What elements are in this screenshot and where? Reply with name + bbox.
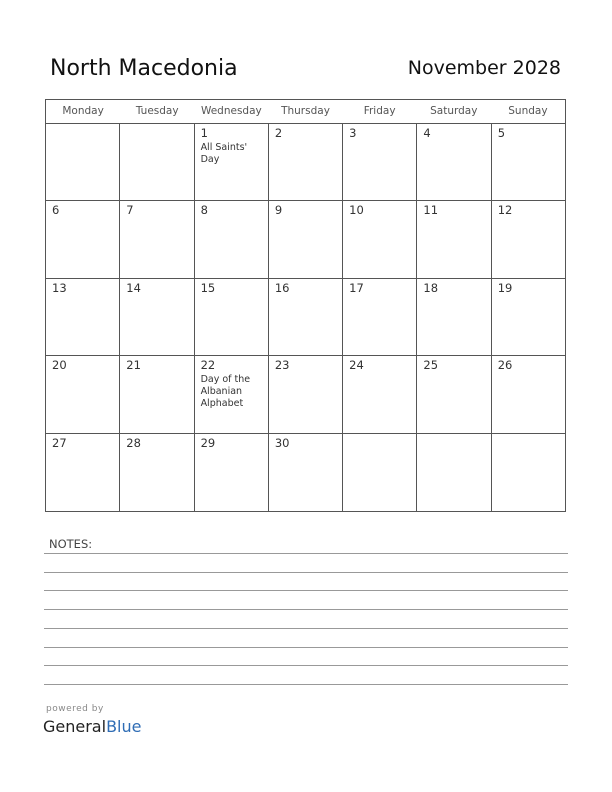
day-number: 1 bbox=[200, 126, 208, 140]
day-cell bbox=[417, 124, 491, 200]
day-cell bbox=[343, 124, 417, 200]
day-cell bbox=[269, 434, 343, 511]
day-number: 19 bbox=[497, 280, 513, 295]
day-number: 23 bbox=[274, 358, 290, 373]
powered-by-text: powered by bbox=[46, 704, 104, 714]
day-number: 18 bbox=[423, 280, 439, 295]
notes-line bbox=[44, 590, 568, 591]
notes-line bbox=[44, 553, 568, 554]
day-cell bbox=[195, 434, 269, 511]
weekday-monday: Monday bbox=[62, 105, 104, 117]
day-number: 22 bbox=[200, 358, 216, 373]
week-row bbox=[46, 124, 565, 201]
day-cell bbox=[417, 279, 491, 355]
weekday-friday: Friday bbox=[363, 105, 396, 117]
brand-blue: Blue bbox=[106, 717, 142, 736]
day-cell bbox=[120, 434, 194, 511]
day-cell bbox=[120, 201, 194, 277]
day-cell bbox=[343, 356, 417, 432]
day-number: 8 bbox=[200, 203, 208, 218]
country-title: North Macedonia bbox=[50, 56, 238, 81]
weekday-sunday: Sunday bbox=[508, 105, 548, 117]
week-row bbox=[46, 434, 565, 511]
notes-line bbox=[44, 684, 568, 685]
day-cell bbox=[343, 434, 417, 511]
day-cell bbox=[195, 356, 269, 432]
day-number: 2 bbox=[274, 126, 283, 140]
day-cell bbox=[195, 279, 269, 355]
day-number: 11 bbox=[423, 203, 439, 218]
day-number: 6 bbox=[52, 203, 60, 218]
day-cell bbox=[46, 279, 120, 355]
day-cell bbox=[492, 434, 565, 511]
day-number: 14 bbox=[126, 280, 141, 295]
day-number: 25 bbox=[423, 358, 439, 373]
weekday-wednesday: Wednesday bbox=[200, 105, 262, 117]
day-cell bbox=[46, 356, 120, 432]
notes-line bbox=[44, 647, 568, 648]
weekday-thursday: Thursday bbox=[281, 105, 330, 117]
week-row bbox=[46, 356, 565, 433]
day-number: 28 bbox=[126, 435, 141, 450]
day-cell bbox=[269, 356, 343, 432]
day-number: 24 bbox=[349, 358, 364, 373]
day-number: 5 bbox=[497, 126, 506, 140]
brand-logo bbox=[43, 717, 141, 736]
day-cell bbox=[269, 124, 343, 200]
week-row bbox=[46, 201, 565, 278]
day-number: 4 bbox=[423, 126, 431, 140]
notes-line bbox=[44, 572, 568, 573]
day-number: 9 bbox=[274, 203, 283, 218]
day-cell bbox=[46, 124, 120, 200]
day-cell bbox=[492, 124, 565, 200]
brand-general: General bbox=[43, 717, 107, 736]
notes-line bbox=[44, 609, 568, 610]
day-number: 27 bbox=[52, 435, 67, 450]
day-cell bbox=[492, 279, 565, 355]
day-number: 7 bbox=[126, 203, 134, 218]
weekday-tuesday: Tuesday bbox=[135, 105, 179, 117]
day-cell bbox=[120, 124, 194, 200]
day-number: 15 bbox=[200, 280, 216, 295]
day-number: 30 bbox=[274, 435, 290, 450]
notes-line bbox=[44, 665, 568, 666]
weekday-saturday: Saturday bbox=[430, 105, 478, 117]
day-cell bbox=[417, 356, 491, 432]
day-number: 16 bbox=[274, 280, 290, 295]
day-number: 20 bbox=[52, 358, 67, 373]
day-cell bbox=[195, 124, 269, 200]
day-cell bbox=[120, 279, 194, 355]
day-cell bbox=[46, 434, 120, 511]
day-cell bbox=[343, 279, 417, 355]
day-cell bbox=[195, 201, 269, 277]
day-cell bbox=[269, 279, 343, 355]
holiday-label: All Saints' Day bbox=[200, 142, 248, 165]
day-cell bbox=[492, 356, 565, 432]
weeks-container bbox=[46, 124, 565, 511]
holiday-label: Day of the Albanian Alphabet bbox=[200, 374, 251, 410]
day-number: 12 bbox=[497, 203, 513, 218]
day-cell bbox=[492, 201, 565, 277]
notes-label: NOTES: bbox=[49, 537, 93, 551]
week-row bbox=[46, 279, 565, 356]
day-number: 10 bbox=[349, 203, 364, 218]
month-title: November 2028 bbox=[407, 57, 561, 79]
day-number: 29 bbox=[200, 435, 216, 450]
day-cell bbox=[417, 434, 491, 511]
notes-line bbox=[44, 628, 568, 629]
day-number: 26 bbox=[497, 358, 513, 373]
day-number: 21 bbox=[126, 358, 141, 373]
day-number: 13 bbox=[52, 280, 67, 295]
day-number: 3 bbox=[349, 126, 357, 140]
day-cell bbox=[46, 201, 120, 277]
day-cell bbox=[343, 201, 417, 277]
calendar-grid bbox=[45, 99, 566, 512]
day-cell bbox=[120, 356, 194, 432]
day-number: 17 bbox=[349, 280, 364, 295]
day-cell bbox=[417, 201, 491, 277]
weekday-header-row bbox=[46, 100, 565, 124]
day-cell bbox=[269, 201, 343, 277]
